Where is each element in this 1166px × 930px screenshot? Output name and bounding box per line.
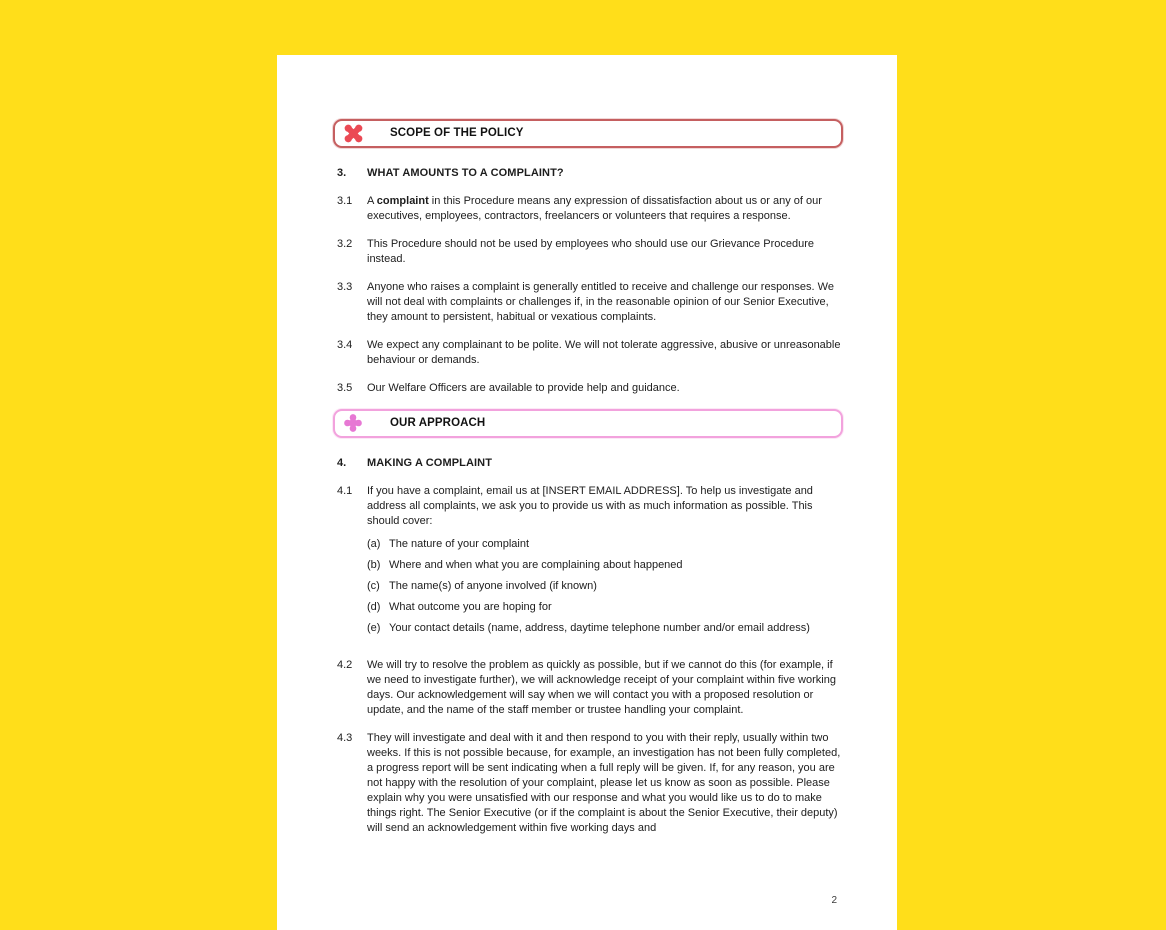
- banner-scope-of-the-policy: [333, 119, 843, 148]
- paragraph-3-4-text: We expect any complainant to be polite. We will not tolerate aggressive, abusive or unreasonable behaviour or demands.: [367, 339, 841, 366]
- list-item-e-marker: (e): [367, 622, 381, 634]
- paragraph-3-3-number: 3.3: [337, 281, 353, 293]
- paragraph-4-2-text: We will try to resolve the problem as quickly as possible, but if we cannot do this (for example, if we need to investigate further), we will acknowledge receipt of your complaint within five working days. Our acknowledgement will say when we will contact you with a proposed resolution or update, and the name of the staff member or trustee handling your complaint.: [367, 659, 836, 716]
- banner-approach-label: OUR APPROACH: [390, 417, 486, 429]
- list-item-c-marker: (c): [367, 580, 380, 592]
- paragraph-3-1: [337, 194, 843, 224]
- list-item-b-text: Where and when what you are complaining about happened: [389, 559, 683, 571]
- list-item-a-marker: (a): [367, 538, 381, 550]
- paragraph-3-4-number: 3.4: [337, 339, 353, 351]
- banner-our-approach: [333, 409, 843, 438]
- list-item-c: [367, 579, 843, 594]
- complaint-details-list: [337, 537, 843, 642]
- section-3-number: 3.: [337, 167, 347, 179]
- paragraph-4-1: [337, 484, 843, 529]
- x-cross-icon: [344, 124, 363, 143]
- paragraph-4-1-number: 4.1: [337, 485, 353, 497]
- list-item-b-marker: (b): [367, 559, 381, 571]
- list-item-e: [367, 621, 843, 636]
- list-item-c-text: The name(s) of anyone involved (if known): [389, 580, 597, 592]
- paragraph-4-2-number: 4.2: [337, 659, 353, 671]
- paragraph-4-3-number: 4.3: [337, 732, 353, 744]
- paragraph-3-3: [337, 280, 843, 325]
- paragraph-4-3: [337, 731, 843, 836]
- paragraph-4-2: [337, 658, 843, 718]
- section-4-heading: [337, 456, 843, 471]
- paragraph-3-2-number: 3.2: [337, 238, 353, 250]
- paragraph-3-3-text: Anyone who raises a complaint is generally entitled to receive and challenge our responses. We will not deal with complaints or challenges if, in the reasonable opinion of our Senior Executive, they amount to persistent, habitual or vexatious complaints.: [367, 281, 834, 323]
- paragraph-3-1-text: [367, 194, 843, 224]
- list-item-b: [367, 558, 843, 573]
- paragraph-4-1-text: If you have a complaint, email us at [INSERT EMAIL ADDRESS]. To help us investigate and address all complaints, we ask you to provide us with as much information as possible. This should cover:: [367, 485, 813, 527]
- paragraph-3-5: [337, 381, 843, 396]
- section-3-title: WHAT AMOUNTS TO A COMPLAINT?: [367, 167, 564, 179]
- paragraph-3-1-number: 3.1: [337, 195, 353, 207]
- list-item-d: [367, 600, 843, 615]
- paragraph-3-1-prefix: A: [367, 195, 377, 207]
- paragraph-3-2: [337, 237, 843, 267]
- paragraph-3-4: [337, 338, 843, 368]
- page-number: 2: [831, 895, 837, 906]
- paragraph-3-5-number: 3.5: [337, 382, 353, 394]
- paragraph-3-1-bold-term: complaint: [376, 195, 429, 207]
- section-4-title: MAKING A COMPLAINT: [367, 457, 493, 469]
- list-item-d-text: What outcome you are hoping for: [389, 601, 552, 613]
- paragraph-3-2-text: This Procedure should not be used by employees who should use our Grievance Procedure instead.: [367, 238, 814, 265]
- document-page: [277, 55, 897, 930]
- list-item-e-text: Your contact details (name, address, daytime telephone number and/or email address): [389, 622, 810, 634]
- paragraph-3-5-text: Our Welfare Officers are available to provide help and guidance.: [367, 382, 680, 394]
- list-item-d-marker: (d): [367, 601, 381, 613]
- paragraph-4-3-text: They will investigate and deal with it and then respond to you with their reply, usually within two weeks. If this is not possible because, for example, an investigation has not been fully completed, a progress report will be sent indicating when a full reply will be given. If, for any reason, you are not happy with the resolution of your complaint, please let us know as soon as possible. Please explain why you were unsatisfied with our response and what you would like us to do to make things right. The Senior Executive (or if the complaint is about the Senior Executive, their deputy) will send an acknowledgement within five working days and: [367, 732, 841, 834]
- banner-scope-label: SCOPE OF THE POLICY: [390, 127, 524, 139]
- plus-icon: [344, 414, 363, 433]
- section-3-heading: [337, 166, 843, 181]
- list-item-a: [367, 537, 843, 552]
- list-item-a-text: The nature of your complaint: [389, 538, 530, 550]
- paragraph-3-1-rest: in this Procedure means any expression of dissatisfaction about us or any of our executives, employees, contractors, freelancers or volunteers that requires a response.: [367, 195, 822, 222]
- section-4-number: 4.: [337, 457, 347, 469]
